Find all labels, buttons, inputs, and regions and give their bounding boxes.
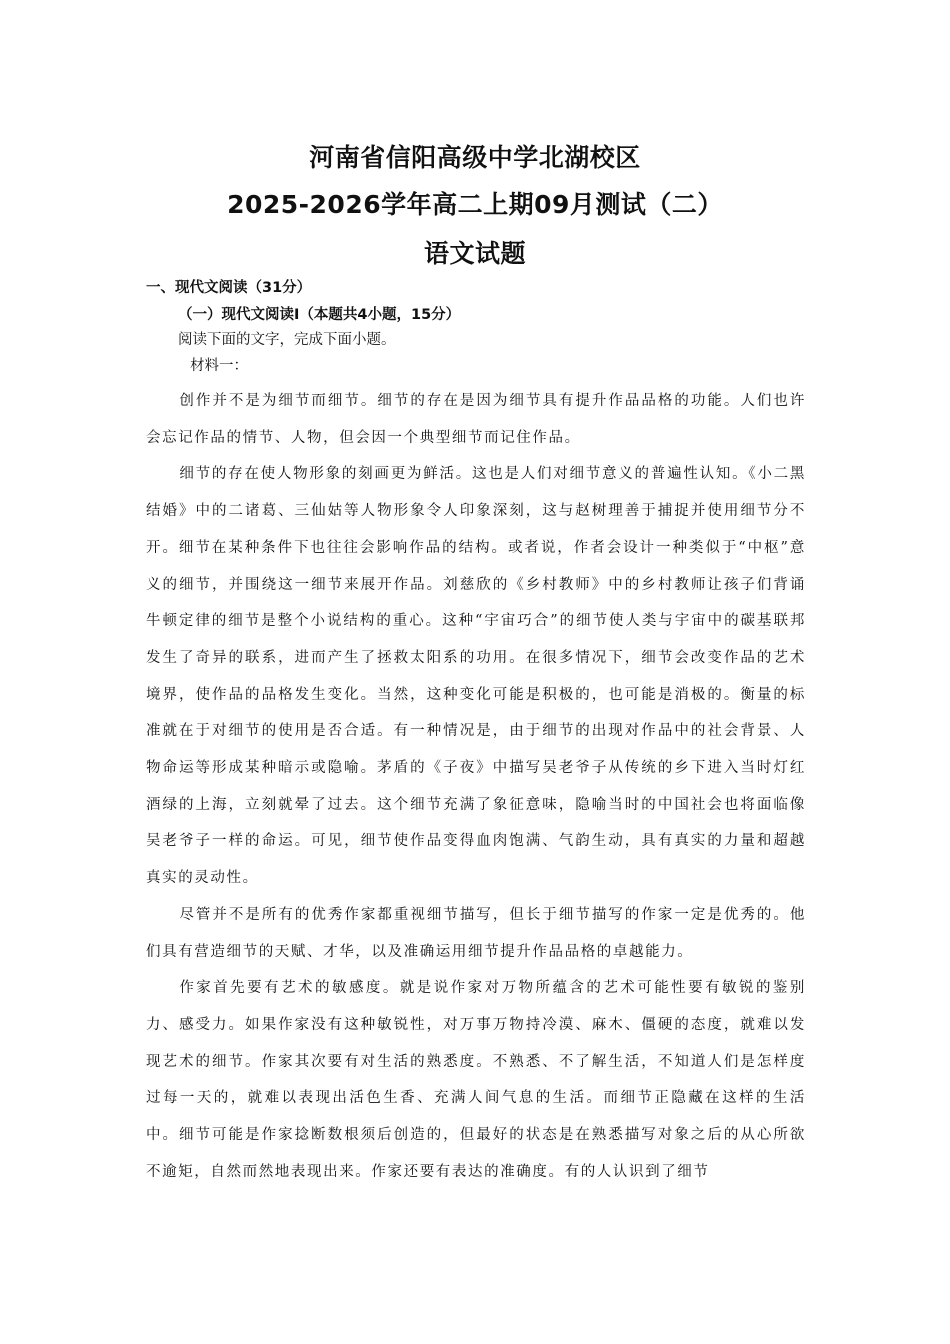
paragraph-4: 作家首先要有艺术的敏感度。就是说作家对万物所蕴含的艺术可能性要有敏锐的鉴别力、感受力。如果作家没有这种敏锐性，对万事万物持冷漠、麻木、僵硬的态度，就难以发现艺术的细节。作家其次要有对生活的熟悉度。不熟悉、不了解生活，不知道人们是怎样度过每一天的，就难以表现出活色生香、充满人间气息的生活。而细节正隐藏在这样的生活中。细节可能是作家捻断数根须后创造的，但最好的状态是在熟悉描写对象之后的从心所欲不逾矩，自然而然地表现出来。作家还要有表达的准确度。有的人认识到了细节: [146, 980, 806, 1180]
paragraph-3: 尽管并不是所有的优秀作家都重视细节描写，但长于细节描写的作家一定是优秀的。他们具有营造细节的天赋、才华，以及准确运用细节提升作品品格的卓越能力。: [146, 906, 806, 960]
reading-instruction: 阅读下面的文字，完成下面小题。: [178, 332, 396, 348]
section-title: 一、现代文阅读（31分）: [146, 280, 312, 296]
passage-body: [146, 383, 806, 1190]
section-subtitle: （一）现代文阅读Ⅰ（本题共4小题，15分）: [178, 307, 461, 323]
paragraph-2: 细节的存在使人物形象的刻画更为鲜活。这也是人们对细节意义的普遍性认知。《小二黑结婚》中的二诸葛、三仙姑等人物形象令人印象深刻，这与赵树理善于捕捉并使用细节分不开。细节在某种条件下也往往会影响作品的结构。或者说，作者会设计一种类似于“中枢”意义的细节，并围绕这一细节来展开作品。刘慈欣的《乡村教师》中的乡村教师让孩子们背诵牛顿定律的细节是整个小说结构的重心。这种“宇宙巧合”的细节使人类与宇宙中的碳基联邦发生了奇异的联系，进而产生了拯救太阳系的功用。在很多情况下，细节会改变作品的艺术境界，使作品的品格发生变化。当然，这种变化可能是积极的，也可能是消极的。衡量的标准就在于对细节的使用是否合适。有一种情况是，由于细节的出现对作品中的社会背景、人物命运等形成某种暗示或隐喻。茅盾的《子夜》中描写吴老爷子从传统的乡下进入当时灯红酒绿的上海，立刻就晕了过去。这个细节充满了象征意味，隐喻当时的中国社会也将面临像吴老爷子一样的命运。可见，细节使作品变得血肉饱满、气韵生动，具有真实的力量和超越真实的灵动性。: [146, 466, 806, 887]
material-label: 材料一：: [190, 358, 248, 374]
school-title: 河南省信阳高级中学北湖校区: [309, 143, 641, 172]
subject-title: 语文试题: [423, 239, 526, 268]
paragraph-1: 创作并不是为细节而细节。细节的存在是因为细节具有提升作品品格的功能。人们也许会忘记作品的情节、人物，但会因一个典型细节而记住作品。: [146, 393, 806, 446]
exam-title: 2025-2026学年高二上期09月测试（二）: [227, 190, 723, 219]
